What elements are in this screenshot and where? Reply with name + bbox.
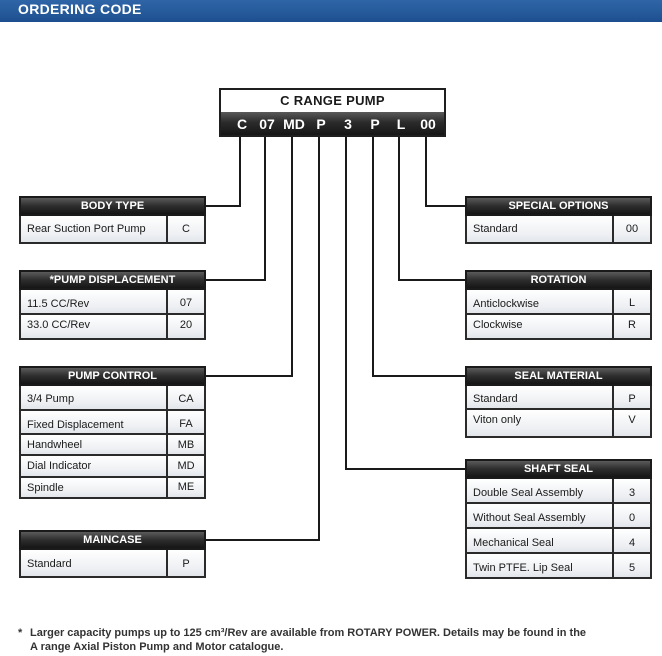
option-label: Standard — [473, 393, 518, 405]
option-row — [19, 478, 206, 499]
special-options-box — [465, 196, 652, 245]
option-label: Standard — [473, 223, 518, 235]
option-label: Viton only — [473, 414, 522, 426]
option-label: Mechanical Seal — [473, 537, 554, 549]
shaft-seal-box — [465, 459, 652, 580]
rotation-box — [465, 270, 652, 341]
option-code: V — [612, 410, 650, 436]
option-row — [465, 216, 652, 244]
code-segment-shaft-seal: 3 — [344, 116, 352, 132]
option-label: Fixed Displacement — [27, 419, 124, 431]
box-title: PUMP CONTROL — [19, 366, 206, 386]
option-code: ME — [166, 478, 204, 497]
option-row — [19, 386, 206, 411]
option-row — [465, 315, 652, 340]
pump-code-strip — [221, 112, 444, 135]
option-label: Standard — [27, 558, 72, 570]
connector-rotation — [399, 137, 466, 280]
box-title: *PUMP DISPLACEMENT — [19, 270, 206, 290]
option-row — [465, 504, 652, 529]
code-segment-maincase: P — [316, 116, 326, 132]
maincase-box — [19, 530, 206, 579]
box-title: ROTATION — [465, 270, 652, 290]
option-row — [465, 290, 652, 315]
code-segment-rotation: L — [396, 116, 406, 132]
option-code: P — [612, 386, 650, 408]
option-label: Double Seal Assembly — [473, 487, 584, 499]
page-title: ORDERING CODE — [18, 1, 142, 17]
option-code: 4 — [612, 529, 650, 552]
box-title: MAINCASE — [19, 530, 206, 550]
code-segment-displacement: 07 — [259, 116, 275, 132]
option-code: MD — [166, 456, 204, 476]
box-title: BODY TYPE — [19, 196, 206, 216]
option-row — [19, 435, 206, 456]
connector-maincase — [205, 137, 319, 540]
option-label: 3/4 Pump — [27, 393, 75, 405]
code-segment-body-type: C — [236, 116, 248, 132]
option-code: R — [612, 315, 650, 338]
option-code: CA — [166, 386, 204, 409]
code-segment-seal-material: P — [370, 116, 380, 132]
footnote-line-1: Larger capacity pumps up to 125 cm³/Rev are available from ROTARY POWER. Details may be found in the — [30, 627, 587, 639]
option-code: 20 — [166, 315, 204, 338]
option-row — [19, 290, 206, 315]
option-label: Without Seal Assembly — [473, 512, 586, 524]
option-row — [19, 456, 206, 478]
seal-material-box — [465, 366, 652, 439]
box-title: SHAFT SEAL — [465, 459, 652, 479]
option-label: Handwheel — [27, 439, 83, 451]
option-label: 11.5 CC/Rev — [27, 298, 90, 310]
body-type-box — [19, 196, 206, 245]
option-row — [465, 479, 652, 504]
option-row — [465, 554, 652, 579]
pump-code-box — [219, 88, 446, 137]
option-code: 00 — [612, 216, 650, 242]
footnote-line-2: A range Axial Piston Pump and Motor catalogue. — [30, 641, 284, 653]
option-label: Dial Indicator — [27, 460, 92, 472]
option-code: P — [166, 550, 204, 576]
connector-displacement — [205, 137, 265, 280]
option-row — [465, 410, 652, 438]
pump-title: C RANGE PUMP — [280, 93, 385, 108]
code-segment-special-options: 00 — [420, 116, 436, 132]
box-title: SPECIAL OPTIONS — [465, 196, 652, 216]
pump-control-box — [19, 366, 206, 500]
pump-displacement-box — [19, 270, 206, 341]
option-row — [19, 216, 206, 244]
connector-body-type — [205, 137, 240, 206]
option-row — [465, 529, 652, 554]
option-code: L — [612, 290, 650, 313]
option-row — [465, 386, 652, 410]
option-code: 3 — [612, 479, 650, 502]
connector-shaft-seal — [346, 137, 466, 469]
option-label: 33.0 CC/Rev — [27, 319, 90, 331]
option-row — [19, 550, 206, 578]
option-code: FA — [166, 411, 204, 433]
option-code: 0 — [612, 504, 650, 527]
option-code: MB — [166, 435, 204, 454]
option-code: C — [166, 216, 204, 242]
option-code: 07 — [166, 290, 204, 313]
option-row — [19, 315, 206, 340]
connector-special-options — [426, 137, 466, 206]
option-label: Rear Suction Port Pump — [27, 223, 146, 235]
option-label: Clockwise — [473, 319, 523, 331]
code-segment-pump-control: MD — [283, 116, 305, 132]
footnote-marker: * — [18, 627, 23, 639]
option-code: 5 — [612, 554, 650, 577]
option-label: Anticlockwise — [473, 298, 540, 310]
option-row — [19, 411, 206, 435]
box-title: SEAL MATERIAL — [465, 366, 652, 386]
connector-seal-material — [373, 137, 466, 376]
option-label: Twin PTFE. Lip Seal — [473, 562, 573, 574]
option-label: Spindle — [27, 482, 64, 494]
connector-pump-control — [205, 137, 292, 376]
